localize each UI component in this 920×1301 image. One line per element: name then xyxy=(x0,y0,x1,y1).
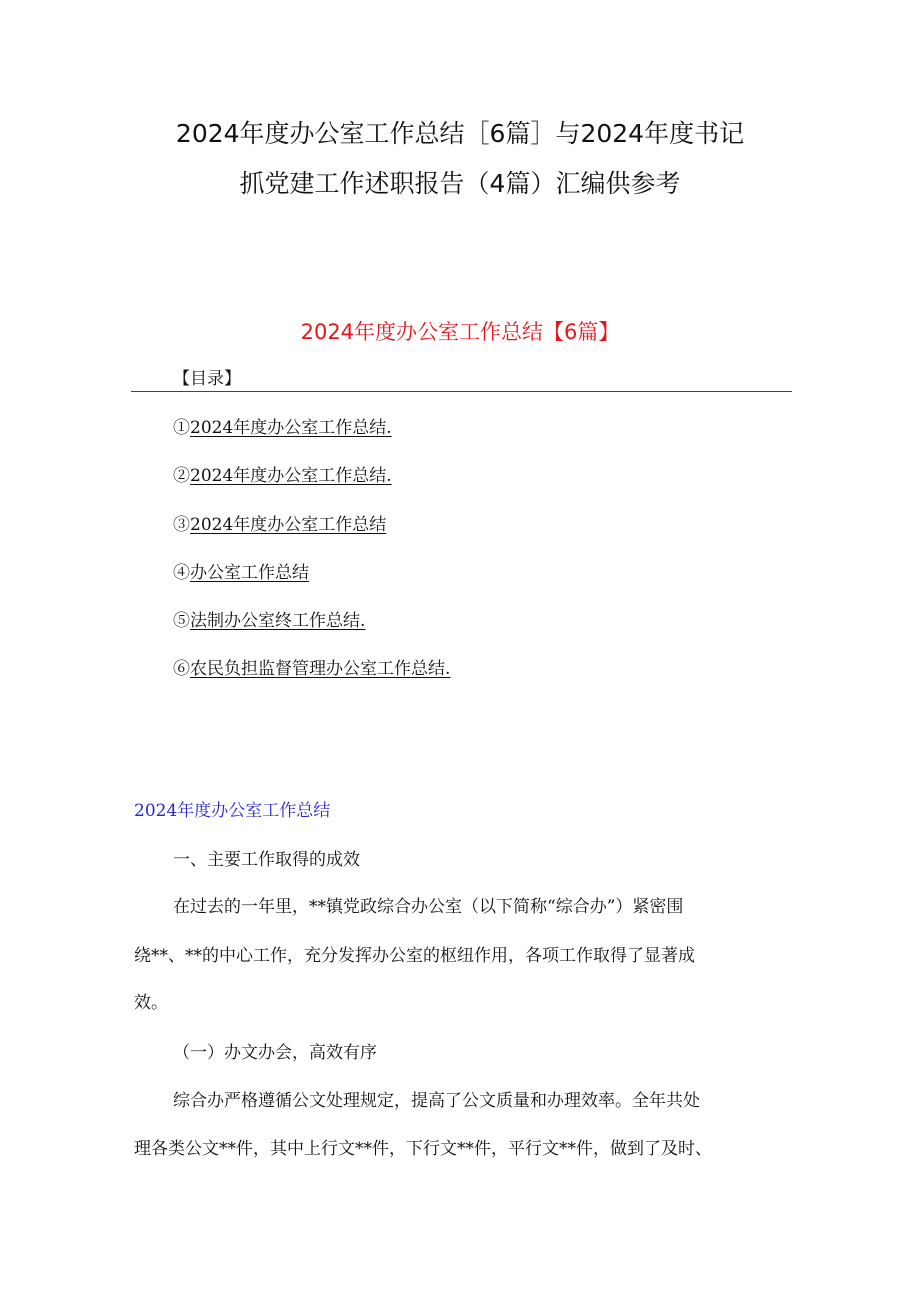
paragraph-1-line-1: 在过去的一年里，**镇党政综合办公室（以下简称“综合办”）紧密围 xyxy=(173,897,684,917)
paragraph-2-line-1: 综合办严格遵循公文处理规定，提高了公文质量和办理效率。全年共处 xyxy=(173,1091,700,1111)
toc-item-5[interactable] xyxy=(173,606,365,631)
toc-marker: ④ xyxy=(173,563,190,583)
toc-link-text[interactable]: 2024年度办公室工作总结 xyxy=(190,515,387,535)
toc-divider xyxy=(131,391,792,392)
toc-item-2[interactable] xyxy=(173,461,392,486)
toc-marker: ② xyxy=(173,466,190,486)
toc-marker: ① xyxy=(173,418,190,438)
toc-marker: ⑥ xyxy=(173,659,190,679)
document-title-line-1: 2024年度办公室工作总结［6篇］与2024年度书记 xyxy=(175,119,745,148)
paragraph-1-line-3: 效。 xyxy=(134,993,168,1013)
toc-item-3[interactable] xyxy=(173,510,386,535)
paragraph-1-line-2: 绕**、**的中心工作，充分发挥办公室的枢纽作用，各项工作取得了显著成 xyxy=(134,946,695,966)
toc-item-1[interactable] xyxy=(173,413,392,438)
section-heading: 2024年度办公室工作总结【6篇】 xyxy=(300,320,620,344)
toc-link-text[interactable]: 2024年度办公室工作总结. xyxy=(190,466,392,486)
toc-link-text[interactable]: 2024年度办公室工作总结. xyxy=(190,418,392,438)
toc-item-6[interactable] xyxy=(173,654,450,679)
toc-marker: ③ xyxy=(173,515,190,535)
toc-item-4[interactable] xyxy=(173,558,309,583)
heading-1: 一、主要工作取得的成效 xyxy=(173,850,360,870)
toc-link-text[interactable]: 办公室工作总结 xyxy=(190,563,309,583)
article-title[interactable]: 2024年度办公室工作总结 xyxy=(134,801,331,821)
paragraph-2-line-2: 理各类公文**件，其中上行文**件，下行文**件，平行文**件，做到了及时、 xyxy=(134,1139,712,1159)
toc-marker: ⑤ xyxy=(173,611,190,631)
toc-label: 【目录】 xyxy=(173,369,241,389)
subheading-1: （一）办文办会，高效有序 xyxy=(173,1043,377,1063)
document-title-line-2: 抓党建工作述职报告（4篇）汇编供参考 xyxy=(239,169,681,198)
toc-link-text[interactable]: 法制办公室终工作总结. xyxy=(190,611,366,631)
toc-link-text[interactable]: 农民负担监督管理办公室工作总结. xyxy=(190,659,451,679)
